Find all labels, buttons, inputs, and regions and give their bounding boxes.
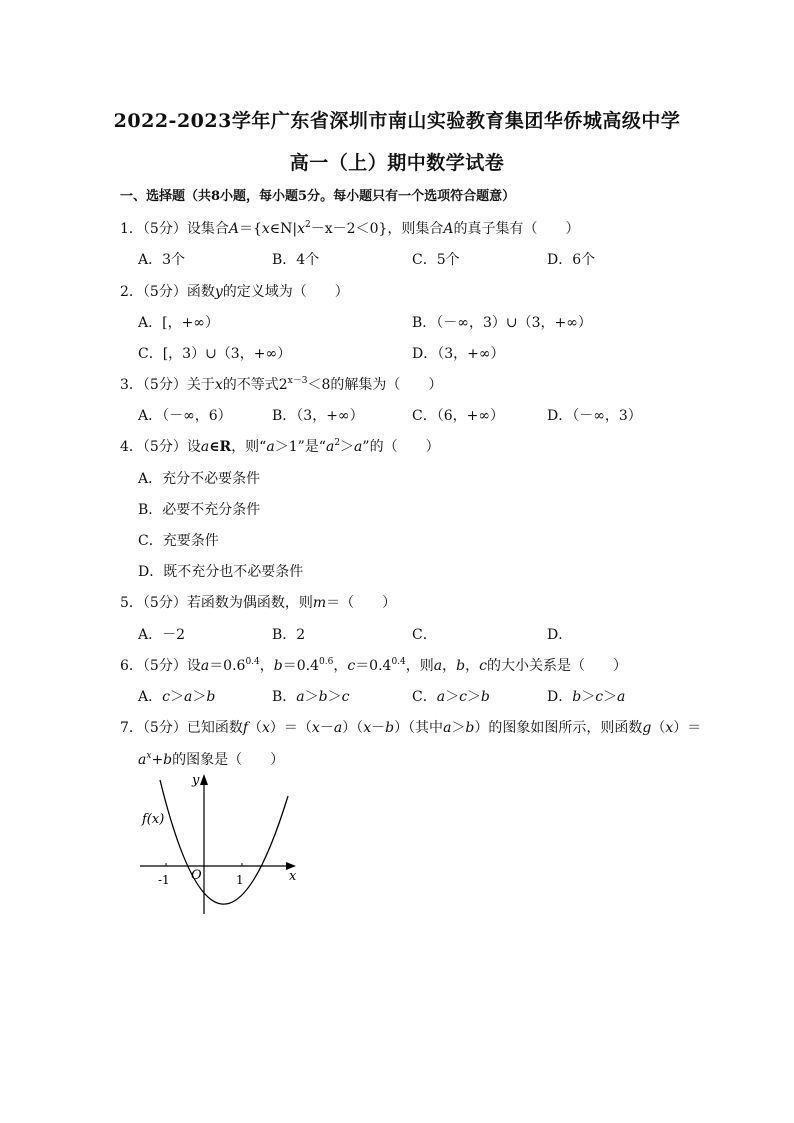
question-2: 2．（5分）函数y的定义域为（ ） — [120, 284, 349, 300]
q2-option-d: D．（3，+∞） — [412, 346, 505, 362]
question-4: 4．（5分）设a∈R，则“a＞1”是“$a^2>a$”的（ ） — [120, 438, 440, 455]
q6-option-d: D．b＞c＞a — [547, 689, 626, 705]
q5-option-c: C． — [412, 627, 437, 643]
question-7: 7．（5分）已知函数f（x）＝（x－a）（x－b）（其中a＞b）的图象如图所示，则函数g（x）＝ — [120, 720, 702, 736]
question-3: 3．（5分）关于x的不等式$2^{x-3}<8$的解集为（ ） — [120, 376, 443, 393]
q4-option-c: C．充要条件 — [138, 533, 219, 549]
q4-option-b: B．必要不充分条件 — [138, 502, 261, 518]
q6-option-a: A．c＞a＞b — [138, 689, 216, 705]
q5-option-d: D． — [547, 627, 573, 643]
q5-option-a: A．－2 — [138, 627, 186, 643]
q6-option-b: B．a＞b＞c — [272, 689, 350, 705]
q2-option-a: A．[，+∞） — [138, 315, 219, 331]
q1-option-b: B．4个 — [272, 252, 320, 268]
graph-label-fx: f(x) — [142, 812, 165, 827]
section-heading: 一、选择题（共8小题，每小题5分。每小题只有一个选项符合题意） — [120, 189, 516, 204]
y-axis-arrow-icon — [200, 774, 208, 785]
exam-title-line2: 高一（上）期中数学试卷 — [289, 152, 505, 174]
question-6: 6．（5分）设$a=0.6^{0.4}$，$b=0.4^{0.6}$，$c=0.4^{0.4}$，则a，b，c的大小关系是（ ） — [120, 657, 627, 674]
q3-option-c: C．（6，+∞） — [412, 408, 505, 424]
question-1: 1．（5分）设集合$A=\{x\in N|x^2-x-2<0\}$，则集合A的真子集有（ ） — [120, 220, 580, 237]
q4-option-a: A．充分不必要条件 — [138, 471, 261, 487]
graph-label-1: 1 — [236, 873, 244, 887]
q4-option-d: D．既不充分也不必要条件 — [138, 564, 304, 580]
q1-option-c: C．5个 — [412, 252, 460, 268]
question-7-line2: $a^x+b$的图象是（ ） — [138, 751, 285, 768]
graph-label-x: x — [289, 869, 297, 884]
q1-option-a: A．3个 — [138, 252, 186, 268]
q2-option-b: B．（－∞，3）∪（3，+∞） — [412, 315, 592, 331]
graph-label-origin: O — [191, 868, 202, 883]
q6-option-c: C．a＞c＞b — [412, 689, 490, 705]
graph-label-minus-1: -1 — [158, 873, 170, 887]
parabola-curve — [160, 780, 288, 904]
exam-title-line1: 2022-2023学年广东省深圳市南山实验教育集团华侨城高级中学 — [113, 110, 681, 132]
q3-option-d: D．（－∞，3） — [547, 408, 642, 424]
q3-option-a: A．（－∞，6） — [138, 408, 232, 424]
question-5: 5．（5分）若函数为偶函数，则m＝（ ） — [120, 595, 397, 611]
q2-option-c: C．[，3）∪（3，+∞） — [138, 346, 292, 362]
q5-option-b: B．2 — [272, 627, 306, 643]
q1-option-d: D．6个 — [547, 252, 596, 268]
graph-label-y: y — [192, 773, 200, 788]
q7-function-graph — [138, 768, 308, 918]
q3-option-b: B．（3，+∞） — [272, 408, 364, 424]
